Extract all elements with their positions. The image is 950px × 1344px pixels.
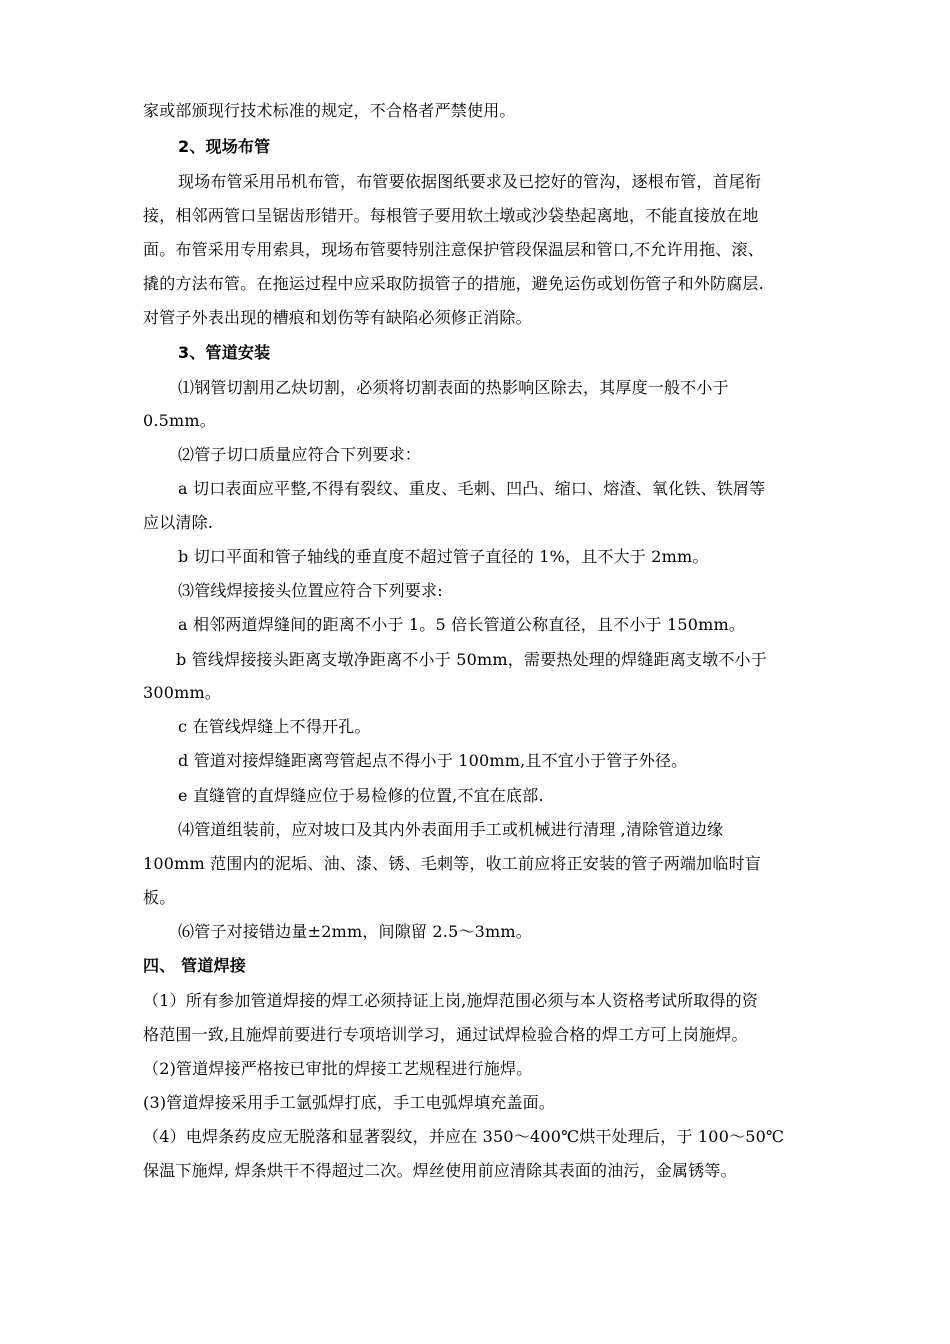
text-line: 板。 bbox=[143, 888, 176, 907]
text-line: 格范围一致,且施焊前要进行专项培训学习，通过试焊检验合格的焊工方可上岗施焊。 bbox=[143, 1025, 748, 1044]
text-line: 家或部颁现行技术标准的规定，不合格者严禁使用。 bbox=[143, 101, 516, 120]
text-line: （2)管道焊接严格按已审批的焊接工艺规程进行施焊。 bbox=[143, 1059, 533, 1078]
text-line: c 在管线焊缝上不得开孔。 bbox=[178, 717, 371, 736]
section-heading: 四、 管道焊接 bbox=[143, 956, 246, 975]
text-line: 0.5mm。 bbox=[143, 411, 216, 430]
text-line: d 管道对接焊缝距离弯管起点不得小于 100mm,且不宜小于管子外径。 bbox=[178, 751, 688, 770]
text-line: 应以清除. bbox=[143, 513, 214, 532]
text-line: e 直缝管的直焊缝应位于易检修的位置,不宜在底部. bbox=[178, 786, 544, 805]
text-line: b 切口平面和管子轴线的垂直度不超过管子直径的 1%，且不大于 2mm。 bbox=[178, 547, 709, 566]
text-line: （4）电焊条药皮应无脱落和显著裂纹，并应在 350～400℃烘干处理后，于 100～50℃ bbox=[143, 1127, 785, 1146]
text-line: ⑷管道组装前，应对坡口及其内外表面用手工或机械进行清理 ,清除管道边缘 bbox=[178, 820, 724, 839]
text-line: ⑹管子对接错边量±2mm，间隙留 2.5～3mm。 bbox=[178, 922, 532, 941]
text-line: (3)管道焊接采用手工氩弧焊打底，手工电弧焊填充盖面。 bbox=[143, 1093, 556, 1112]
text-line: 300mm。 bbox=[143, 683, 222, 702]
text-line: 面。布管采用专用索具，现场布管要特别注意保护管段保温层和管口,不允许用拖、滚、 bbox=[143, 240, 764, 259]
text-line: a 切口表面应平整,不得有裂纹、重皮、毛刺、凹凸、缩口、熔渣、氧化铁、铁屑等 bbox=[178, 479, 766, 498]
section-heading: 2、现场布管 bbox=[178, 137, 271, 156]
text-line: 保温下施焊, 焊条烘干不得超过二次。焊丝使用前应清除其表面的油污，金属锈等。 bbox=[143, 1161, 737, 1180]
text-line: ⑴钢管切割用乙炔切割，必须将切割表面的热影响区除去，其厚度一般不小于 bbox=[178, 378, 729, 397]
text-line: 接，相邻两管口呈锯齿形错开。每根管子要用软土墩或沙袋垫起离地，不能直接放在地 bbox=[143, 206, 759, 225]
text-line: 撬的方法布管。在拖运过程中应采取防损管子的措施，避免运伤或划伤管子和外防腐层. bbox=[143, 274, 764, 293]
text-line: 现场布管采用吊机布管，布管要依据图纸要求及已挖好的管沟，逐根布管，首尾衔 bbox=[178, 172, 762, 191]
text-line: a 相邻两道焊缝间的距离不小于 1。5 倍长管道公称直径，且不小于 150mm。 bbox=[178, 615, 746, 634]
text-line: 100mm 范围内的泥垢、油、漆、锈、毛刺等，收工前应将正安装的管子两端加临时盲 bbox=[143, 854, 761, 873]
text-line: ⑵管子切口质量应符合下列要求： bbox=[178, 445, 422, 464]
section-heading: 3、管道安装 bbox=[178, 343, 271, 362]
text-line: b 管线焊接接头距离支墩净距离不小于 50mm，需要热处理的焊缝距离支墩不小于 bbox=[176, 650, 767, 669]
text-line: （1）所有参加管道焊接的焊工必须持证上岗,施焊范围必须与本人资格考试所取得的资 bbox=[143, 991, 759, 1010]
text-line: ⑶管线焊接接头位置应符合下列要求: bbox=[178, 581, 443, 600]
text-line: 对管子外表出现的槽痕和划伤等有缺陷必须修正消除。 bbox=[143, 308, 532, 327]
